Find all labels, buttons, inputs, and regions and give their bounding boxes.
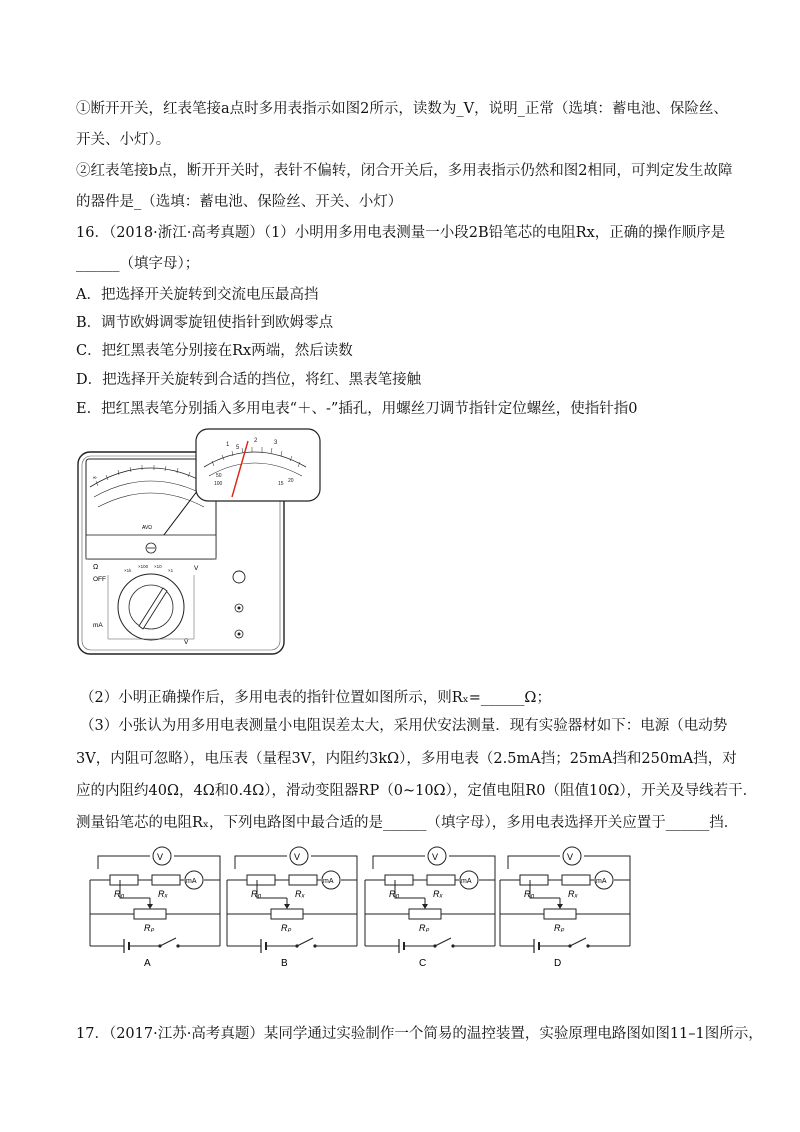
text-line-1: ①断开开关，红表笔接a点时多用表指示如图2所示，读数为_V，说明_正常（选填：蓄电池、保险丝、 xyxy=(76,101,728,117)
inset-scale-0: 1 xyxy=(226,442,230,448)
circuit-a-v: V xyxy=(157,852,164,862)
circuit-a xyxy=(90,847,220,969)
text-line-4: 的器件是_（选填：蓄电池、保险丝、开关、小灯） xyxy=(76,194,403,210)
question-16-stem: 16．（2018·浙江·高考真题）（1）小明用多用电表测量一小段2B铅笔芯的电阻Rx，正确的操作顺序是 xyxy=(76,225,726,241)
circuit-c-ma: mA xyxy=(461,878,472,885)
circuit-b-ma: mA xyxy=(323,878,334,885)
circuit-a-r0: R₀ xyxy=(114,889,125,899)
option-d: D．把选择开关旋转到合适的挡位，将红、黑表笔接触 xyxy=(76,372,422,388)
dial-ma-label: mA xyxy=(93,622,103,629)
option-b: B．调节欧姆调零旋钮使指针到欧姆零点 xyxy=(76,315,334,331)
option-c: C．把红黑表笔分别接在Rx两端，然后读数 xyxy=(76,343,353,359)
circuit-d-rp: Rₚ xyxy=(554,923,565,933)
circuit-d-ma: mA xyxy=(596,878,607,885)
circuit-c-r0: R₀ xyxy=(389,889,400,899)
off-label: OFF xyxy=(93,576,106,583)
circuit-b-label: B xyxy=(281,958,288,969)
zoom-inset xyxy=(196,429,320,501)
question-17-stem: 17．（2017·江苏·高考真题）某同学通过实验制作一个简易的温控装置，实验原理电路图如图11–1图所示， xyxy=(76,1026,763,1042)
circuit-d xyxy=(500,847,630,969)
circuit-c xyxy=(365,847,495,969)
circuit-b-r0: R₀ xyxy=(251,889,262,899)
circuit-a-rp: Rₚ xyxy=(144,923,155,933)
question-16-part3-line2: 3V，内阻可忽略），电压表（量程3V，内阻约3kΩ），多用电表（2.5mA挡；25mA挡和250mA挡，对 xyxy=(76,751,737,767)
text-line-3: ②红表笔接b点，断开开关时，表针不偏转，闭合开关后，多用表指示仍然和图2相同，可判定发生故障 xyxy=(76,163,733,179)
circuit-b xyxy=(227,847,357,969)
inset-scale-6: 15 xyxy=(278,481,284,487)
question-16-part2: （2）小明正确操作后，多用电表的指针位置如图所示，则Rₓ=______Ω； xyxy=(80,690,551,706)
circuit-c-v: V xyxy=(432,852,439,862)
circuit-d-rx: Rₓ xyxy=(568,889,578,899)
face-center-label: AVΩ xyxy=(142,525,153,531)
option-e: E．把红黑表笔分别插入多用电表“＋、-”插孔，用螺丝刀调节指针定位螺丝，使指针指0 xyxy=(76,401,638,417)
circuit-c-rp: Rₚ xyxy=(419,923,430,933)
circuit-a-ma: mA xyxy=(186,878,197,885)
circuit-c-label: C xyxy=(419,958,427,969)
circuit-b-rp: Rₚ xyxy=(281,923,292,933)
range-x10: ×10 xyxy=(154,564,162,569)
option-a: A．把选择开关旋转到交流电压最高挡 xyxy=(76,287,319,303)
infinity-label: ∞ xyxy=(93,475,97,481)
adjust-knob xyxy=(233,571,245,583)
circuit-c-rx: Rₓ xyxy=(433,889,443,899)
range-x100: ×100 xyxy=(138,564,149,569)
question-16-part3-line4: 测量铅笔芯的电阻Rₓ，下列电路图中最合适的是______（填字母），多用电表选择开关应置于______挡． xyxy=(76,815,739,831)
circuit-a-label: A xyxy=(144,958,151,969)
inset-scale-5: 100 xyxy=(214,481,223,487)
dial-ohm-label: Ω xyxy=(93,564,99,571)
multimeter-figure xyxy=(76,427,326,659)
range-x1k: ×1k xyxy=(124,568,132,573)
circuit-a-rx: Rₓ xyxy=(158,889,168,899)
inset-scale-3: 3 xyxy=(274,440,278,446)
range-x1: ×1 xyxy=(168,568,174,573)
dial-v-dc-label: V xyxy=(194,565,199,572)
circuit-b-rx: Rₓ xyxy=(295,889,305,899)
circuit-d-r0: R₀ xyxy=(524,889,535,899)
text-line-2: 开关、小灯）。 xyxy=(76,132,171,148)
circuit-d-v: V xyxy=(567,852,574,862)
circuit-d-label: D xyxy=(554,958,562,969)
circuit-diagrams xyxy=(0,842,800,972)
question-16-part3-line1: （3）小张认为用多用电表测量小电阻误差太大，采用伏安法测量．现有实验器材如下：电源（电动势 xyxy=(80,718,728,734)
inset-scale-4: 50 xyxy=(216,473,222,479)
inset-scale-1: 5 xyxy=(236,445,240,451)
inset-scale-7: 20 xyxy=(288,478,294,484)
dial-v-ac-label: Ṽ xyxy=(184,639,189,646)
inset-scale-2: 2 xyxy=(254,438,258,444)
question-16-blank: ______（填字母）； xyxy=(76,256,200,272)
circuit-b-v: V xyxy=(294,852,301,862)
question-16-part3-line3: 应的内阻约40Ω，4Ω和0.4Ω），滑动变阻器RP（0~10Ω），定值电阻R0（阻值10Ω），开关及导线若干． xyxy=(76,783,758,799)
